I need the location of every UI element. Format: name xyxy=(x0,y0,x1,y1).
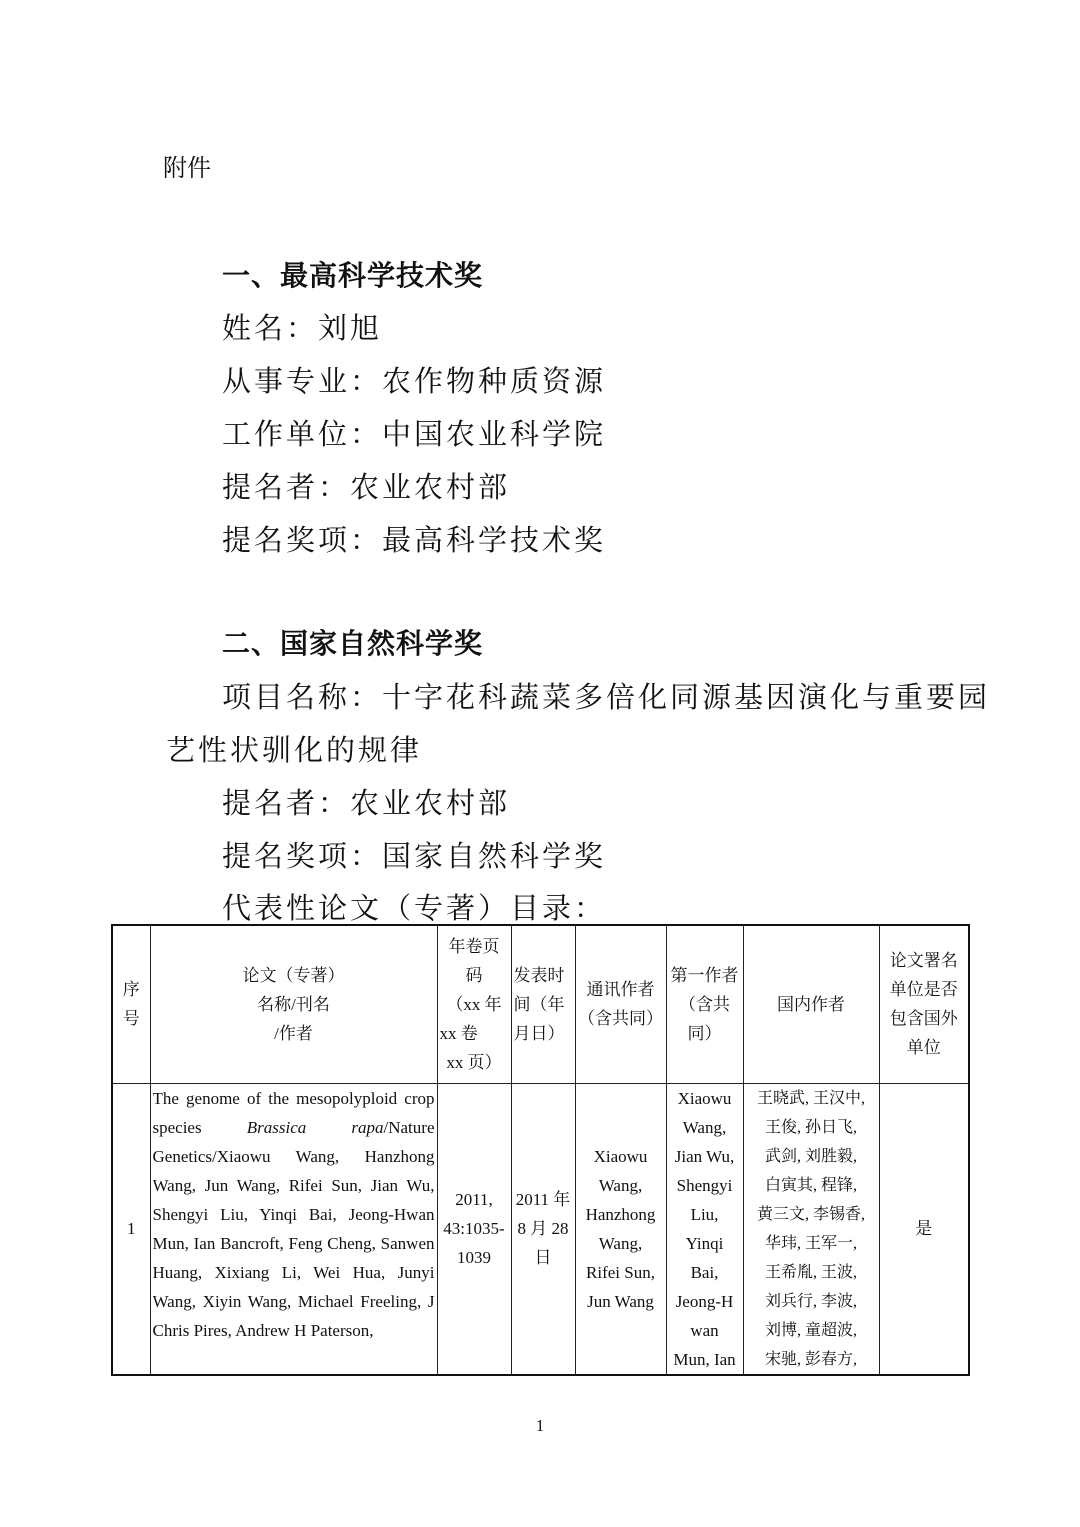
papers-table xyxy=(111,924,970,1376)
name-label: 姓名： xyxy=(222,311,319,345)
award-label-2: 提名奖项： xyxy=(222,839,383,873)
nominator-value-2: 农业农村部 xyxy=(350,786,511,820)
cell-date: 2011 年 8 月 28 日 xyxy=(511,1083,575,1375)
paper-title-pre: The genome of the mesopolyploid crop species xyxy=(152,1088,435,1137)
work-unit-line xyxy=(222,412,606,453)
project-line-2 xyxy=(166,728,422,769)
name-value: 刘旭 xyxy=(318,311,383,345)
paper-species: Brassica rapa xyxy=(246,1117,384,1137)
cell-corresponding: Xiaowu Wang, Hanzhong Wang, Rifei Sun, Jun Wang xyxy=(575,1083,666,1375)
header-domestic: 国内作者 xyxy=(743,925,879,1083)
table-row xyxy=(112,1083,969,1375)
major-value: 农作物种质资源 xyxy=(382,364,607,398)
cell-paper xyxy=(150,1083,437,1375)
header-volume: 年卷页 码 （xx 年 xx 卷 xx 页） xyxy=(437,925,511,1083)
cell-foreign: 是 xyxy=(879,1083,969,1375)
award-line-2 xyxy=(222,834,606,875)
page-number: 1 xyxy=(535,1416,545,1435)
section2-heading: 二、国家自然科学奖 xyxy=(222,627,484,660)
paper-title-post: /Nature Genetics/Xiaowu Wang, Hanzhong Wang, Jun Wang, Rifei Sun, Jian Wu, Shengyi Liu, Yinqi Bai, Jeong-Hwan Mun, Ian Bancroft, Feng Cheng, Sanwen Huang, Xixiang Li, Wei Hua, Junyi Wang, Xiyin Wang, Michael Freeling, J Chris Pires, Andrew H Paterson, xyxy=(152,1117,435,1340)
cell-volume: 2011, 43:1035- 1039 xyxy=(437,1083,511,1375)
header-date: 发表时 间（年 月日） xyxy=(511,925,575,1083)
header-paper: 论文（专著） 名称/刊名 /作者 xyxy=(150,925,437,1083)
cell-first-author: Xiaowu Wang, Jian Wu, Shengyi Liu, Yinqi Bai, Jeong-H wan Mun, Ian xyxy=(666,1083,743,1375)
section1-heading: 一、最高科学技术奖 xyxy=(222,259,484,292)
nominator-label-1: 提名者： xyxy=(222,470,351,504)
name-line xyxy=(222,306,382,347)
award-value-1: 最高科学技术奖 xyxy=(382,523,607,557)
nominator-line-1 xyxy=(222,465,510,506)
major-label: 从事专业： xyxy=(222,364,383,398)
award-label-1: 提名奖项： xyxy=(222,523,383,557)
major-line xyxy=(222,359,606,400)
project-value-2: 艺性状驯化的规律 xyxy=(166,733,423,767)
papers-label: 代表性论文（专著）目录： xyxy=(222,891,607,925)
work-unit-value: 中国农业科学院 xyxy=(382,417,607,451)
award-line-1 xyxy=(222,518,606,559)
attachment-label: 附件 xyxy=(163,154,211,182)
cell-domestic: 王晓武, 王汉中, 王俊, 孙日飞, 武剑, 刘胜毅, 白寅其, 程锋, 黄三文, 李锡香, 华玮, 王军一, 王希胤, 王波, 刘兵行, 李波, 刘博, 童超波, 宋驰, 彭春方, xyxy=(743,1083,879,1375)
table-header-row xyxy=(112,925,969,1083)
header-corresponding: 通讯作者 （含共同） xyxy=(575,925,666,1083)
header-first-author: 第一作者 （含共 同） xyxy=(666,925,743,1083)
award-value-2: 国家自然科学奖 xyxy=(382,839,607,873)
cell-seq: 1 xyxy=(112,1083,150,1375)
project-line xyxy=(222,675,990,716)
header-seq: 序号 xyxy=(112,925,150,1083)
nominator-label-2: 提名者： xyxy=(222,786,351,820)
work-unit-label: 工作单位： xyxy=(222,417,383,451)
header-foreign: 论文署名 单位是否 包含国外 单位 xyxy=(879,925,969,1083)
nominator-value-1: 农业农村部 xyxy=(350,470,511,504)
project-value-1: 十字花科蔬菜多倍化同源基因演化与重要园 xyxy=(382,680,991,714)
nominator-line-2 xyxy=(222,781,510,822)
project-label: 项目名称： xyxy=(222,680,383,714)
